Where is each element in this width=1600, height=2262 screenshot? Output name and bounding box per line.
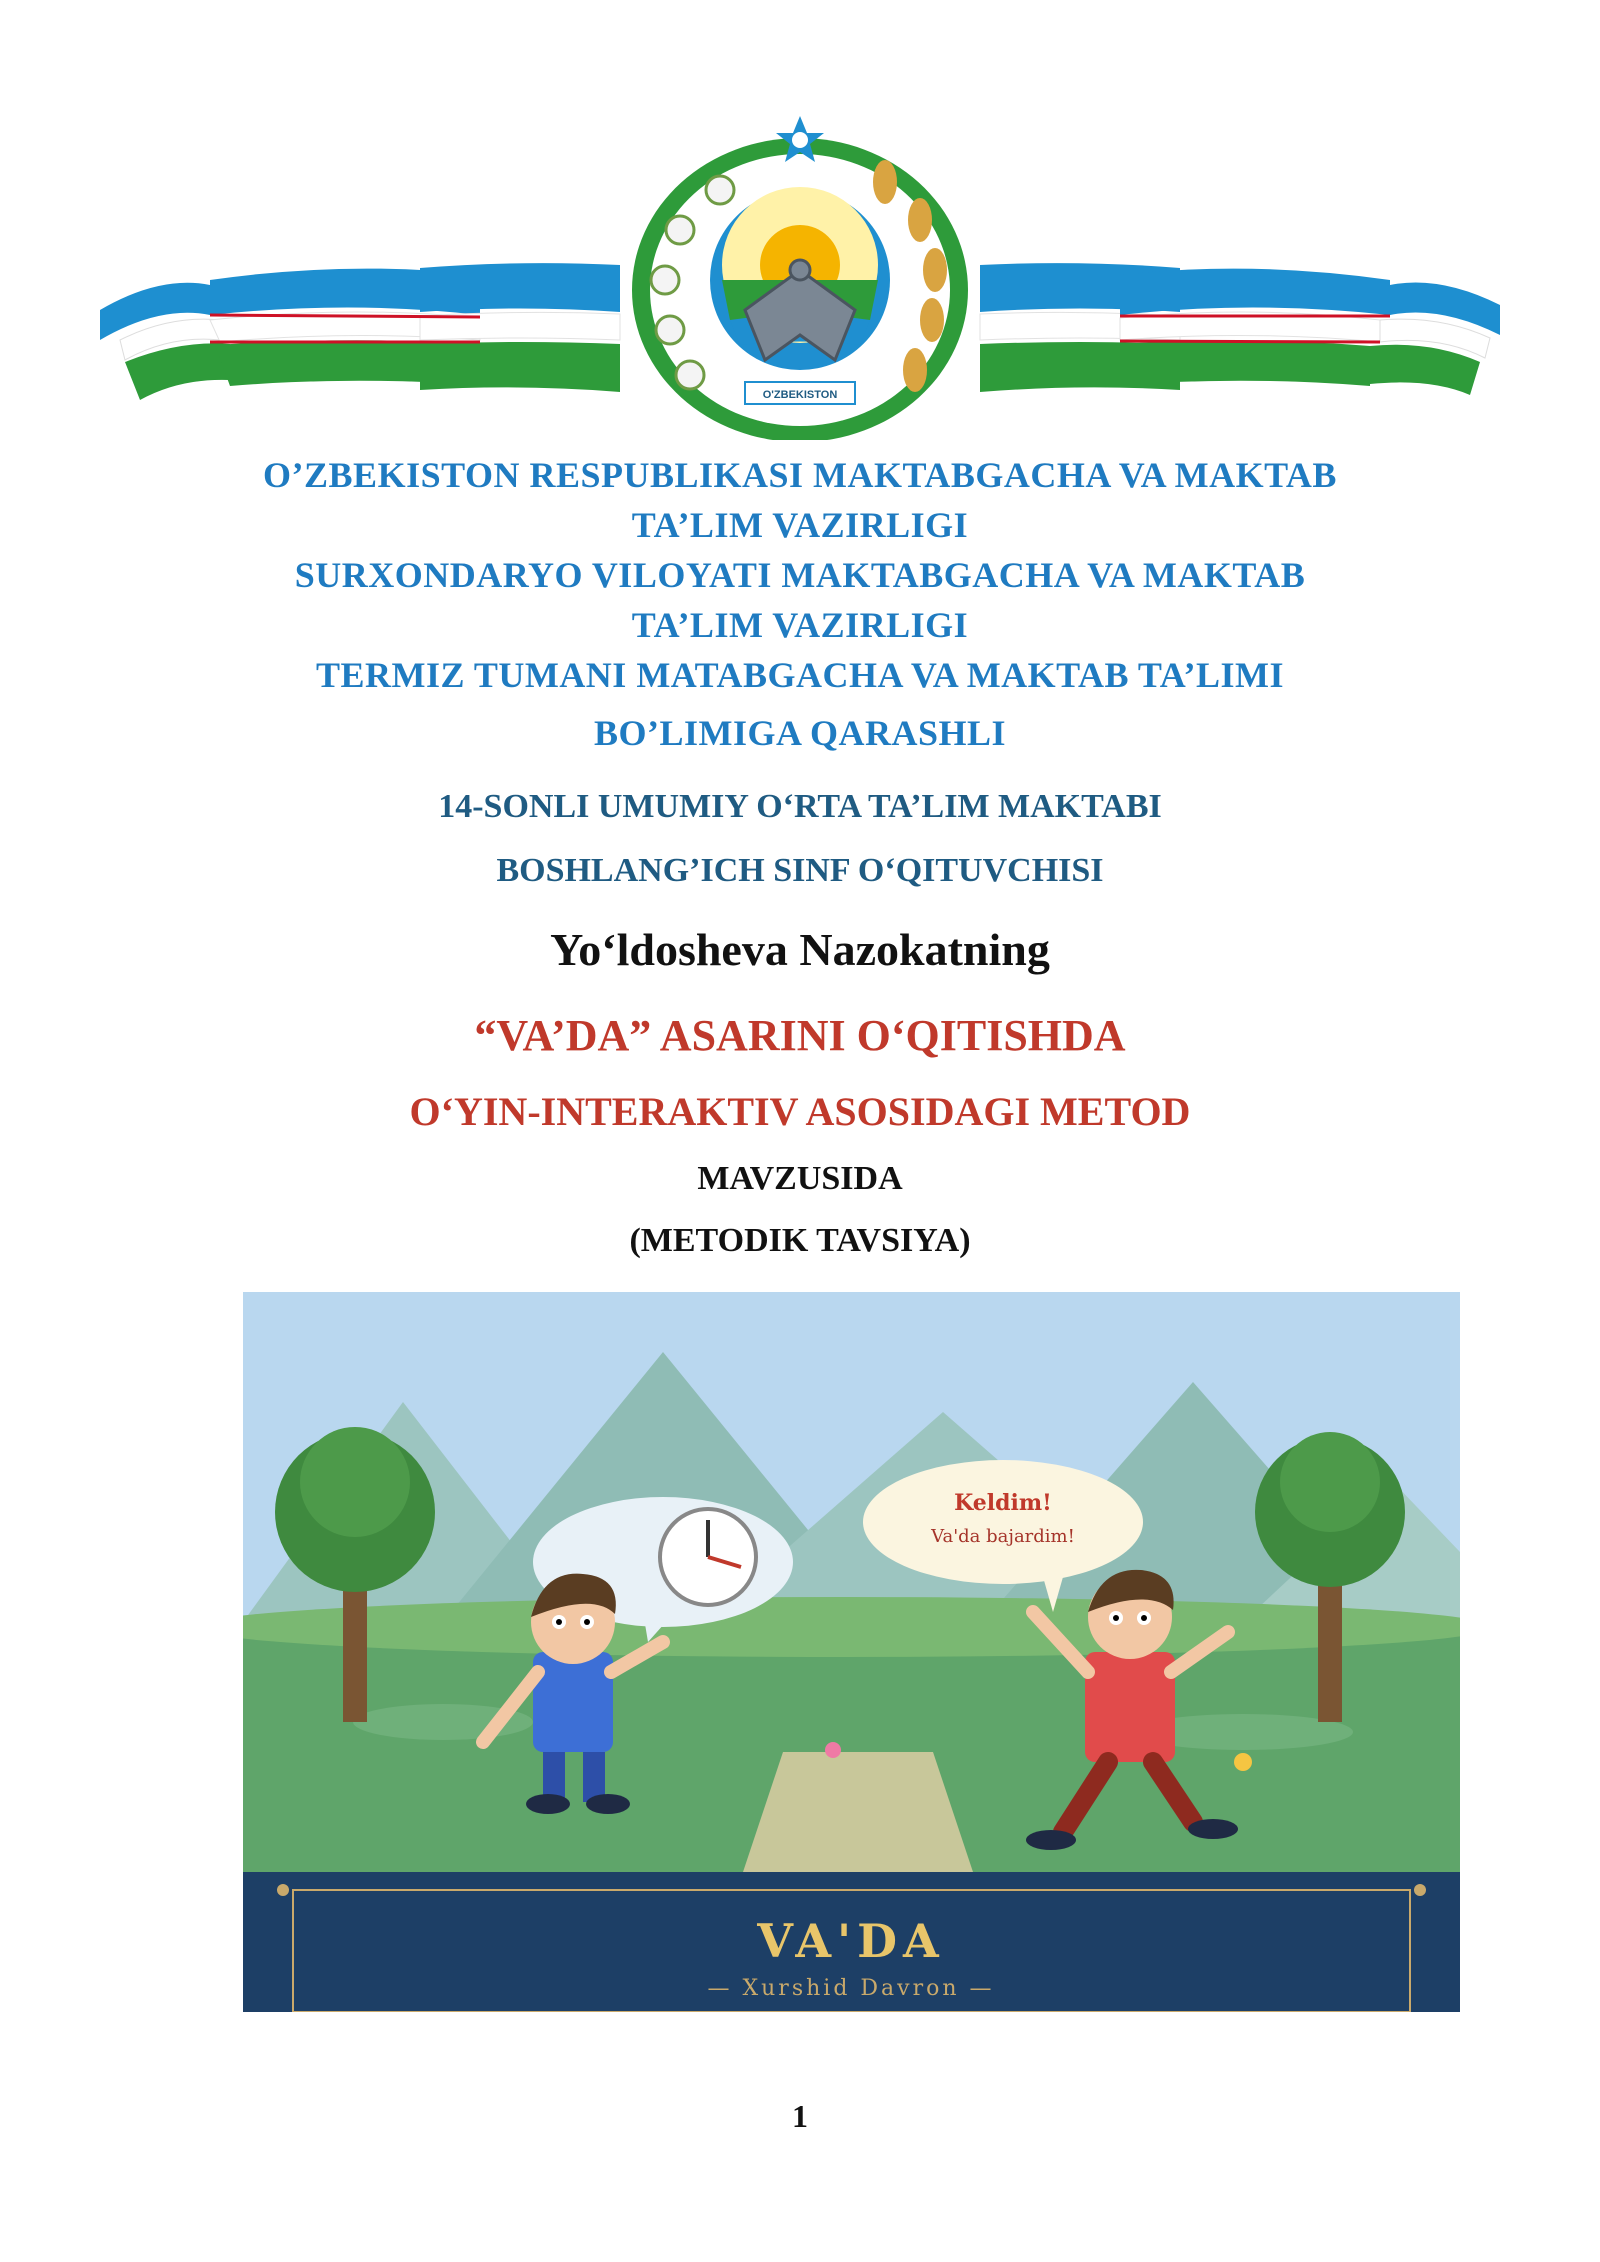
speech-title: Keldim! <box>954 1490 1052 1516</box>
topic-line-2: O‘YIN-INTERAKTIV ASOSIDAGI METOD <box>409 1089 1191 1134</box>
clock-icon <box>660 1509 756 1605</box>
banner-author: — Xurshid Davron — <box>707 1976 995 2001</box>
topic-line-4: (METODIK TAVSIYA) <box>629 1222 971 1259</box>
header-line: O’ZBEKISTON RESPUBLIKASI MAKTABGACHA VA MAKTAB <box>263 455 1337 495</box>
ministry-header <box>0 450 1600 758</box>
header-line: SURXONDARYO VILOYATI MAKTABGACHA VA MAKTAB <box>294 555 1306 595</box>
header-line: TERMIZ TUMANI MATABGACHA VA MAKTAB TA’LIMI <box>315 655 1285 695</box>
topic-line-1: “VA’DA” ASARINI O‘QITISHDA <box>474 1011 1126 1060</box>
cover-scene <box>243 1292 1460 2012</box>
speech-text: Va'da bajardim! <box>931 1526 1075 1547</box>
book-cover-illustration <box>243 1292 1460 2012</box>
topic-line-3: MAVZUSIDA <box>697 1160 903 1197</box>
header-line: TA’LIM VAZIRLIGI <box>631 605 969 645</box>
emblem-header <box>100 100 1500 440</box>
coat-of-arms <box>632 116 968 440</box>
school-line-1: 14-SONLI UMUMIY O‘RTA TA’LIM MAKTABI <box>438 788 1162 825</box>
header-line: BO’LIMIGA QARASHLI <box>593 713 1007 753</box>
svg-text:O'ZBEKISTON: O'ZBEKISTON <box>762 389 838 401</box>
author-name: Yo‘ldosheva Nazokatning <box>550 924 1050 975</box>
left-flag-ribbon <box>100 263 620 400</box>
right-flag-ribbon <box>980 263 1500 395</box>
page-number: 1 <box>792 2098 808 2134</box>
state-emblem-with-flags <box>100 100 1500 440</box>
header-line: TA’LIM VAZIRLIGI <box>631 505 969 545</box>
school-line-2: BOSHLANG’ICH SINF O‘QITUVCHISI <box>496 852 1104 889</box>
banner-title: VA'DA <box>757 1914 945 1968</box>
